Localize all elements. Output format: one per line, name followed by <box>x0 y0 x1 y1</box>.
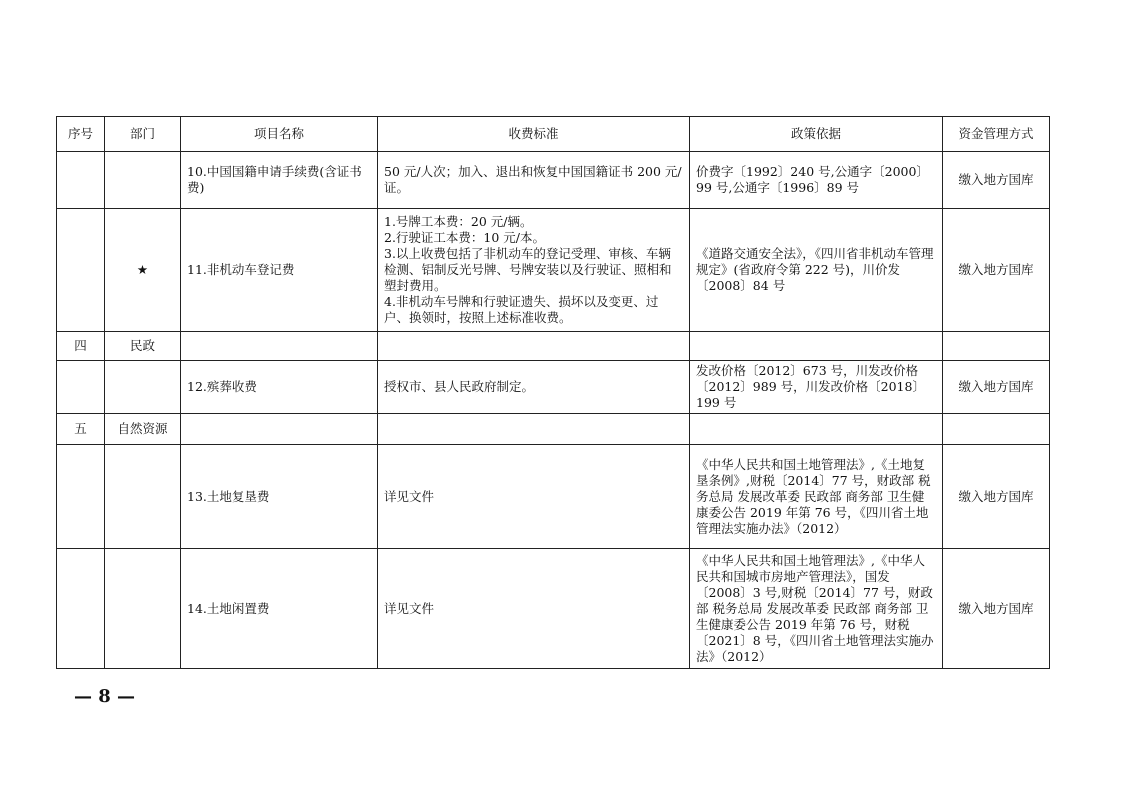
cell-management: 缴入地方国库 <box>943 549 1050 669</box>
cell-seq <box>57 152 105 209</box>
cell-dept <box>105 361 181 414</box>
basis-text: 《中华人民共和国土地管理法》,《土地复垦条例》,财税〔2014〕77 号，财政部 税务总局 发展改革委 民政部 商务部 卫生健康委公告 2019 年第 76 号，《四川省土地管理法实施办法》（2012） <box>696 456 931 536</box>
standard-line: 授权市、县人民政府制定。 <box>384 379 535 394</box>
cell-standard <box>378 209 690 332</box>
standard-line: 4.非机动车号牌和行驶证遗失、损坏以及变更、过户、换领时，按照上述标准收费。 <box>384 294 659 325</box>
cell-item <box>181 414 378 445</box>
header-basis: 政策依据 <box>690 117 943 152</box>
cell-standard <box>378 549 690 669</box>
basis-text: 《中华人民共和国土地管理法》,《中华人民共和国城市房地产管理法》，国发〔2008〕3 号,财税〔2014〕77 号，财政部 税务总局 发展改革委 民政部 商务部 卫生健康委公告 2019 年第 76 号，财税〔2021〕8 号，《四川省土地管理法实施办法》（2012） <box>696 552 934 664</box>
basis-text: 发改价格〔2012〕673 号，川发改价格〔2012〕989 号，川发改价格〔2018〕199 号 <box>696 363 925 410</box>
standard-line: 3.以上收费包括了非机动车的登记受理、审核、车辆检测、铝制反光号牌、号牌安装以及行驶证、照相和塑封费用。 <box>384 246 672 293</box>
cell-management: 缴入地方国库 <box>943 361 1050 414</box>
header-management: 资金管理方式 <box>943 117 1050 152</box>
cell-item: 13.土地复垦费 <box>181 445 378 549</box>
standard-line: 1.号牌工本费：20 元/辆。 <box>384 214 533 229</box>
section-row <box>57 332 1050 361</box>
header-dept: 部门 <box>105 117 181 152</box>
cell-seq: 五 <box>57 414 105 445</box>
cell-seq <box>57 445 105 549</box>
standard-line: 详见文件 <box>384 600 435 616</box>
cell-basis <box>690 332 943 361</box>
cell-dept: 民政 <box>105 332 181 361</box>
cell-management <box>943 332 1050 361</box>
cell-dept: 自然资源 <box>105 414 181 445</box>
table-row <box>57 209 1050 332</box>
standard-line: 详见文件 <box>384 488 435 504</box>
cell-item: 11.非机动车登记费 <box>181 209 378 332</box>
cell-standard <box>378 414 690 445</box>
fee-table <box>56 116 1050 669</box>
cell-item <box>181 332 378 361</box>
header-seq: 序号 <box>57 117 105 152</box>
cell-basis <box>690 361 943 414</box>
star-icon: ★ <box>105 209 181 332</box>
standard-line: 2.行驶证工本费：10 元/本。 <box>384 230 546 245</box>
cell-management <box>943 414 1050 445</box>
cell-item: 10.中国国籍申请手续费(含证书费) <box>181 152 378 209</box>
table-row <box>57 445 1050 549</box>
table-row <box>57 549 1050 669</box>
cell-basis <box>690 549 943 669</box>
cell-dept <box>105 152 181 209</box>
standard-line: 50 元/人次；加入、退出和恢复中国国籍证书 200 元/证。 <box>384 164 682 195</box>
cell-basis <box>690 414 943 445</box>
cell-seq <box>57 549 105 669</box>
table-row <box>57 361 1050 414</box>
table-row <box>57 152 1050 209</box>
cell-basis <box>690 209 943 332</box>
basis-text: 价费字〔1992〕240 号,公通字〔2000〕99 号,公通字〔1996〕89 号 <box>696 164 929 195</box>
cell-standard <box>378 152 690 209</box>
cell-standard <box>378 332 690 361</box>
page-number: — 8 — <box>74 686 136 707</box>
cell-seq <box>57 209 105 332</box>
header-item: 项目名称 <box>181 117 378 152</box>
cell-basis <box>690 445 943 549</box>
cell-standard <box>378 361 690 414</box>
cell-item: 12.殡葬收费 <box>181 361 378 414</box>
cell-management: 缴入地方国库 <box>943 445 1050 549</box>
table-header-row <box>57 117 1050 152</box>
section-row <box>57 414 1050 445</box>
header-standard: 收费标准 <box>378 117 690 152</box>
cell-item: 14.土地闲置费 <box>181 549 378 669</box>
cell-seq: 四 <box>57 332 105 361</box>
cell-seq <box>57 361 105 414</box>
cell-management: 缴入地方国库 <box>943 152 1050 209</box>
cell-management: 缴入地方国库 <box>943 209 1050 332</box>
cell-dept <box>105 445 181 549</box>
cell-basis <box>690 152 943 209</box>
cell-dept <box>105 549 181 669</box>
basis-text: 《道路交通安全法》，《四川省非机动车管理规定》(省政府令第 222 号)，川价发〔2008〕84 号 <box>696 246 934 293</box>
cell-standard <box>378 445 690 549</box>
